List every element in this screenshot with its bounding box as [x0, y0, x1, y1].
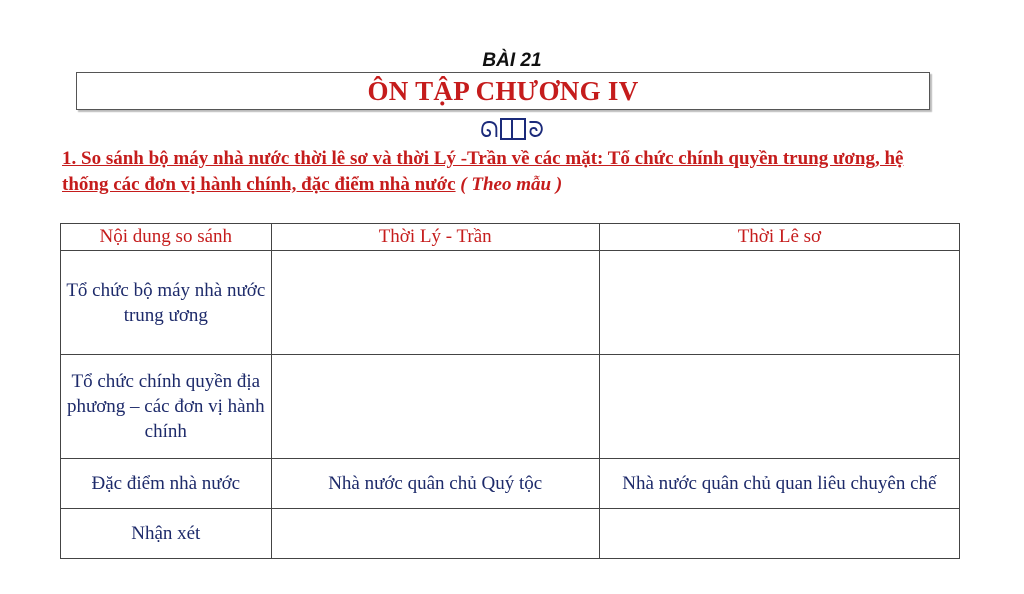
question-text	[62, 146, 942, 198]
lesson-label: BÀI 21	[482, 50, 542, 71]
ornament-left-icon: ᘏ	[480, 118, 499, 143]
table-row	[61, 355, 960, 459]
cell-le-so	[599, 355, 959, 459]
header-ly-tran: Thời Lý - Trần	[271, 224, 599, 251]
header-le-so: Thời Lê sơ	[599, 224, 959, 251]
cell-ly-tran	[271, 355, 599, 459]
ornament-book-icon	[500, 118, 526, 140]
header-content: Nội dung so sánh	[61, 224, 272, 251]
question-main: 1. So sánh bộ máy nhà nước thời lê sơ và thời Lý -Trần về các mặt: Tổ chức chính quyền trung ương, hệ thống các đơn vị hành chính, đặc điểm nhà nước	[62, 148, 904, 195]
cell-le-so	[599, 251, 959, 355]
table-row	[61, 459, 960, 509]
row-label: Nhận xét	[61, 509, 272, 559]
cell-le-so: Nhà nước quân chủ quan liêu chuyên chế	[599, 459, 959, 509]
row-label: Tổ chức chính quyền địa phương – các đơn vị hành chính	[61, 355, 272, 459]
title-box	[76, 72, 930, 110]
table-row	[61, 251, 960, 355]
comparison-table	[60, 223, 960, 559]
table-row	[61, 509, 960, 559]
cell-ly-tran	[271, 251, 599, 355]
cell-ly-tran	[271, 509, 599, 559]
row-label: Tổ chức bộ máy nhà nước trung ương	[61, 251, 272, 355]
row-label: Đặc điểm nhà nước	[61, 459, 272, 509]
cell-le-so	[599, 509, 959, 559]
ornament-divider	[0, 118, 1024, 143]
page-title: ÔN TẬP CHƯƠNG IV	[367, 76, 639, 106]
table-header-row	[61, 224, 960, 251]
ornament-right-icon: ᘐ	[528, 118, 544, 143]
cell-ly-tran: Nhà nước quân chủ Quý tộc	[271, 459, 599, 509]
question-note: ( Theo mẫu )	[460, 174, 563, 195]
